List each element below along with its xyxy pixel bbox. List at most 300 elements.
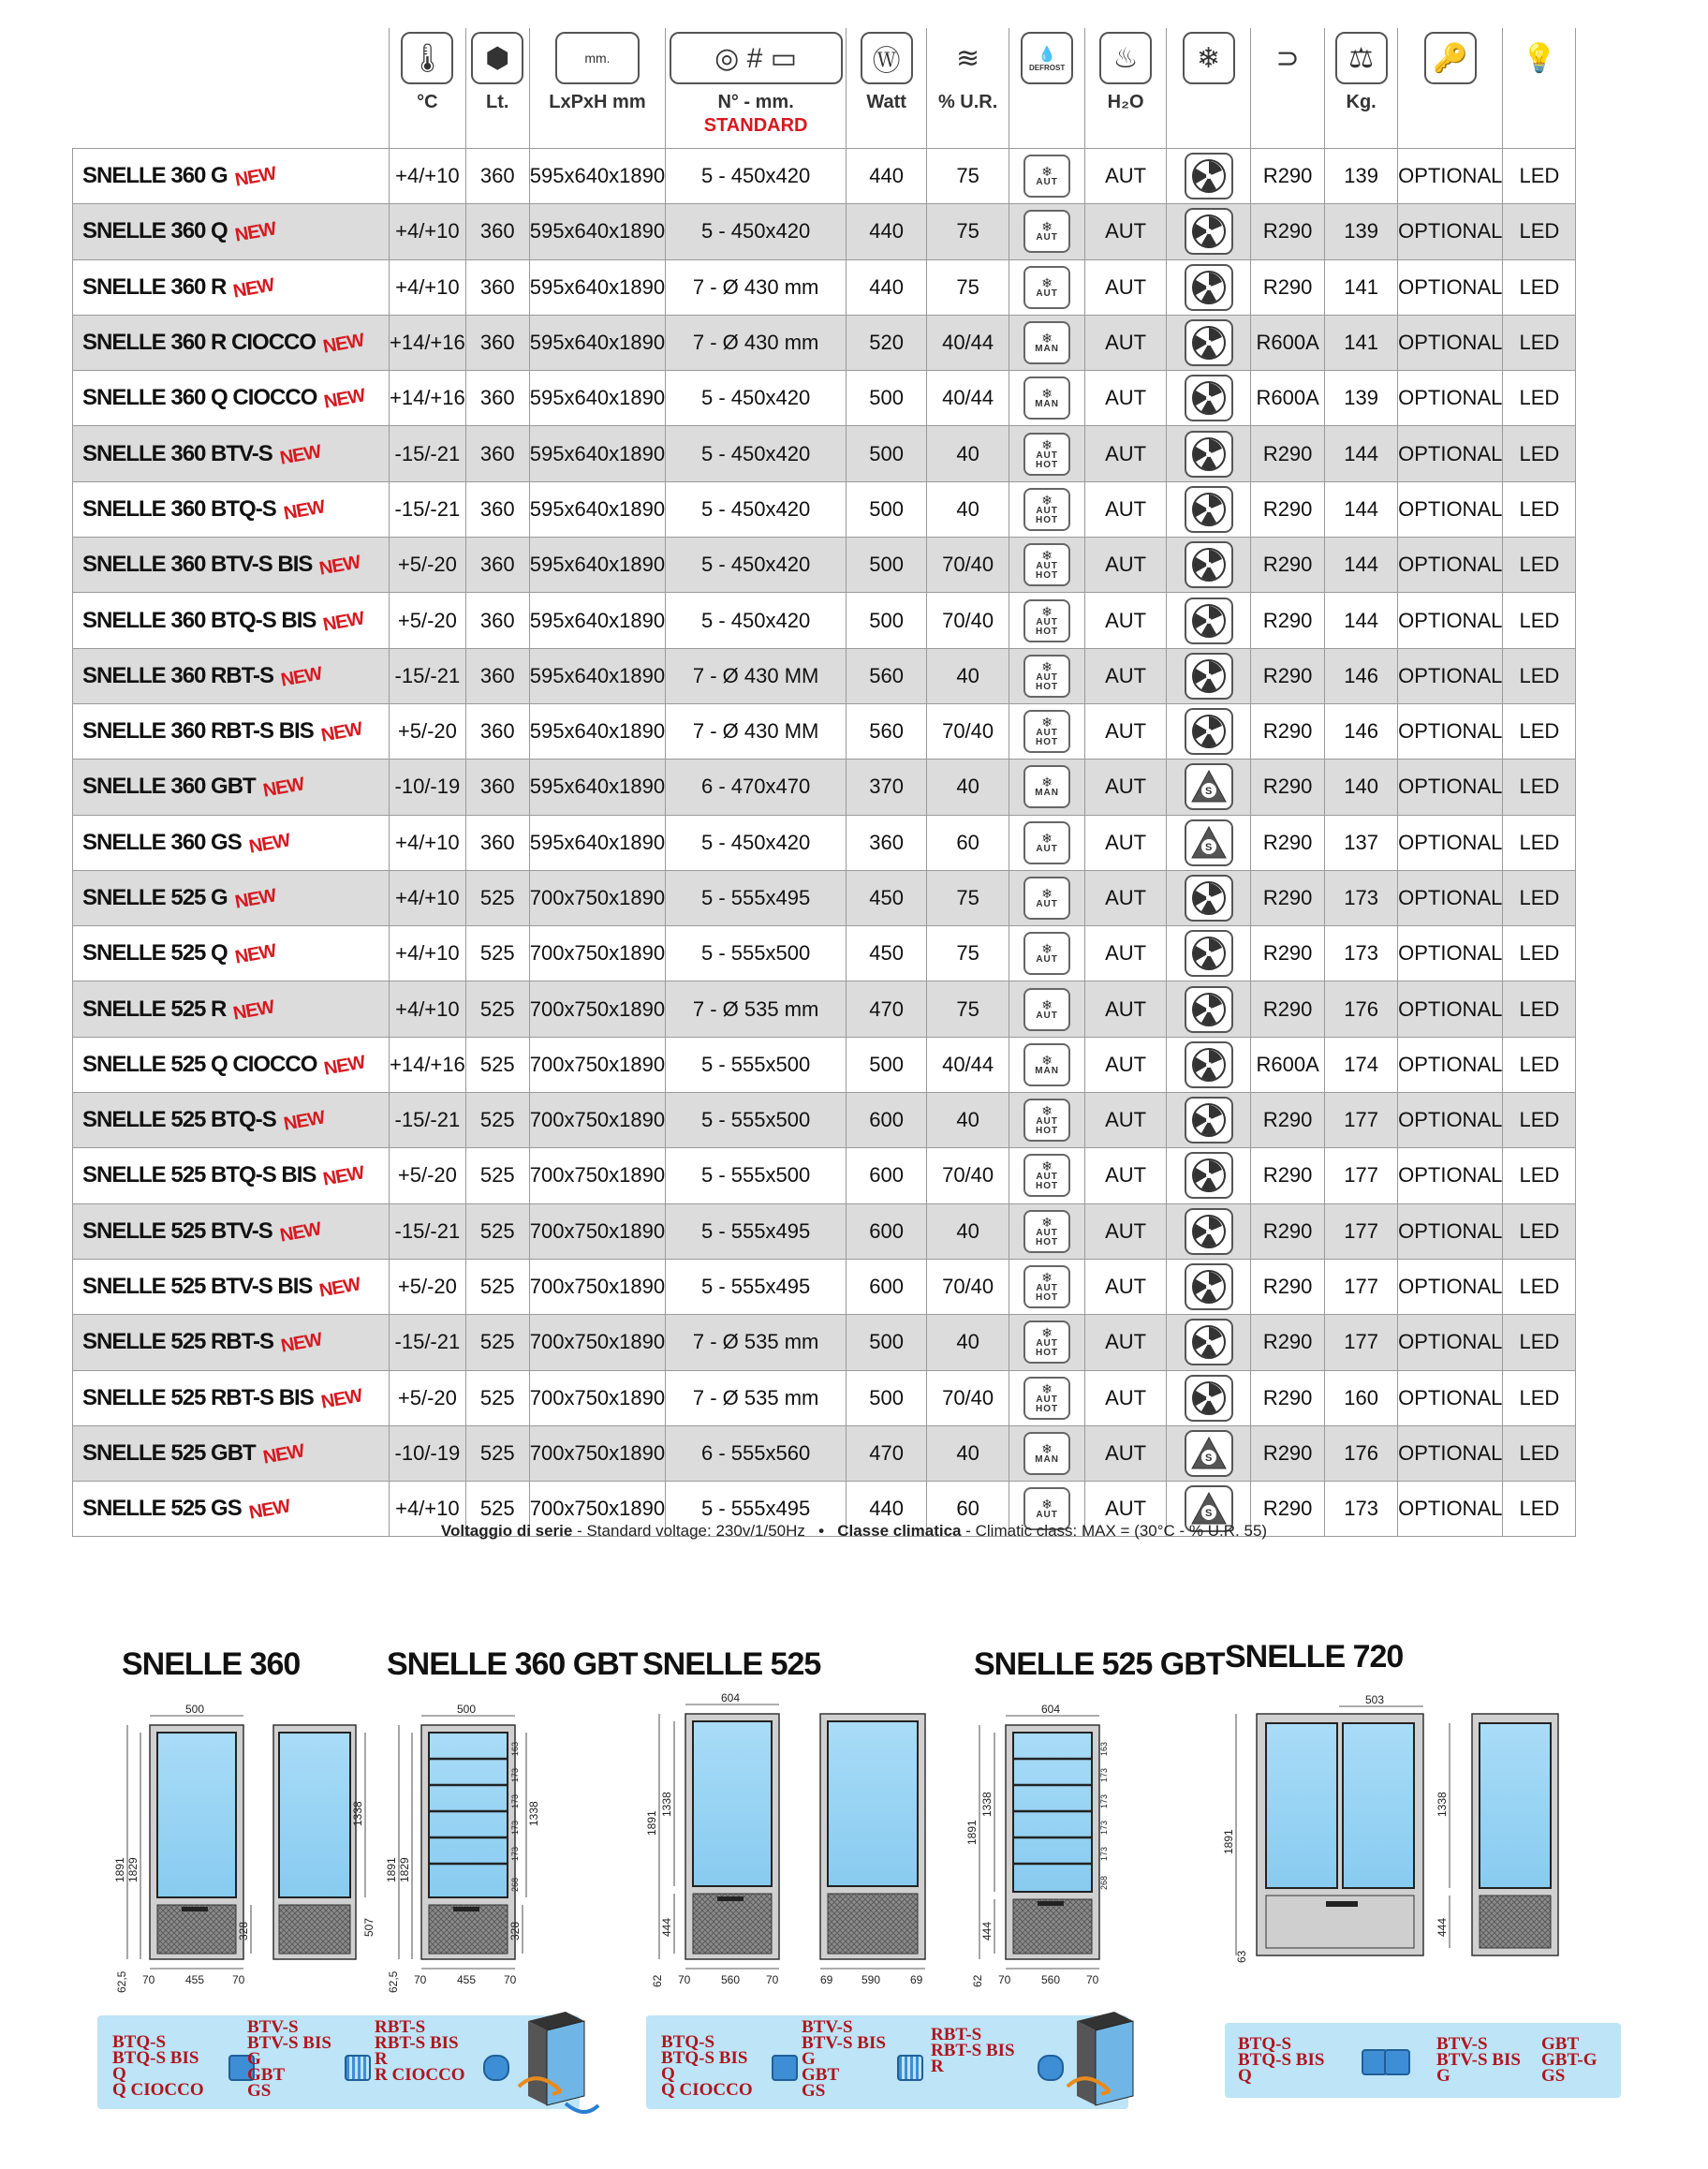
water-cell: AUT	[1085, 593, 1167, 648]
header-watt	[847, 28, 927, 149]
base-grill	[1013, 1899, 1092, 1954]
weight-cell: 139	[1325, 204, 1398, 259]
legend-col3	[931, 2027, 1015, 2074]
refrigerant-gas-cell: R290	[1251, 1203, 1325, 1259]
dimensions-cell: 700x750x1890	[529, 1203, 665, 1259]
defrost-mode-cell	[1009, 1037, 1085, 1092]
humidity-cell: 75	[927, 981, 1009, 1037]
shelves-cell: 7 - Ø 430 mm	[666, 259, 847, 315]
legend-item: R CIOCCO	[375, 2065, 465, 2085]
watt-cell: 500	[847, 538, 927, 593]
weight-cell: 177	[1325, 1148, 1398, 1203]
header-liters-label: Lt.	[486, 92, 509, 112]
temperature-cell: -15/-21	[390, 648, 466, 703]
model-name-cell	[73, 204, 390, 259]
dim-shelf-gap-2: 173	[510, 1767, 520, 1782]
defrost-mode-cell	[1009, 926, 1085, 981]
water-cell: AUT	[1085, 481, 1167, 537]
header-shelves-label: N° - mm.	[717, 92, 794, 112]
dimensions-cell: 700x750x1890	[529, 926, 665, 981]
snowflake-icon: ❄	[1041, 1103, 1053, 1119]
legend-item: RBT-S	[931, 2025, 982, 2044]
light-cell: LED	[1503, 1093, 1576, 1148]
lock-cell: OPTIONAL	[1398, 1259, 1503, 1314]
fan-icon	[1190, 324, 1228, 362]
humidity-cell: 40	[927, 1425, 1009, 1481]
shelves-cell: 5 - 555x495	[666, 870, 847, 925]
temperature-cell: +4/+10	[390, 204, 466, 259]
new-badge: NEW	[321, 330, 366, 358]
defrost-mode-cell	[1009, 481, 1085, 537]
weight-cell: 137	[1325, 815, 1398, 870]
legend-item: BTQ-S BIS	[1238, 2050, 1325, 2070]
weight-cell: 176	[1325, 981, 1398, 1037]
water-cell: AUT	[1085, 1093, 1167, 1148]
table-row	[73, 593, 1576, 648]
hot-gas-defrost-icon	[1023, 433, 1070, 476]
cube-icon: ⬢	[471, 32, 523, 84]
auto-defrost-icon	[1023, 155, 1070, 198]
watt-cell: 370	[847, 760, 927, 815]
humidity-cell: 70/40	[927, 703, 1009, 759]
temperature-cell: -15/-21	[390, 1203, 466, 1259]
lock-cell: OPTIONAL	[1398, 1037, 1503, 1092]
fan-icon	[1190, 879, 1228, 917]
legend-item: GBT	[802, 2065, 840, 2085]
snowflake-icon: ❄	[1041, 775, 1053, 790]
header-defrost	[1009, 28, 1085, 149]
lock-cell: OPTIONAL	[1398, 481, 1503, 537]
dim-base-height: 328	[237, 1921, 250, 1940]
snowflake-icon: ❄	[1041, 886, 1053, 901]
defrost-mode-label: AUT	[1036, 177, 1058, 188]
liters-cell: 360	[465, 371, 529, 426]
grid-shelf-icon	[345, 2055, 371, 2081]
model-name-cell	[73, 371, 390, 426]
model-name: SNELLE 525 R	[82, 996, 227, 1022]
lock-cell: OPTIONAL	[1398, 1425, 1503, 1481]
fan-icon	[1190, 991, 1228, 1028]
table-row	[73, 538, 1576, 593]
light-cell: LED	[1503, 1482, 1576, 1537]
water-cell: AUT	[1085, 371, 1167, 426]
temperature-cell: -10/-19	[390, 760, 466, 815]
defrost-mode-cell	[1009, 315, 1085, 370]
control-panel	[182, 1907, 208, 1911]
dim-side-a: 70	[142, 1973, 155, 1986]
legend-item: GBT-G	[1541, 2050, 1598, 2070]
water-cell: AUT	[1085, 204, 1167, 259]
ventilated-fan-icon	[1185, 1041, 1233, 1088]
temperature-cell: -15/-21	[390, 1315, 466, 1370]
cooling-type-cell	[1167, 149, 1251, 204]
cooling-type-cell	[1167, 538, 1251, 593]
model-name: SNELLE 360 Q CIOCCO	[82, 385, 317, 411]
defrost-mode-label: AUT HOT	[1036, 450, 1059, 470]
ventilated-fan-icon	[1185, 1375, 1233, 1422]
base-grill	[429, 1905, 508, 1954]
snowflake-icon: ❄	[1041, 1214, 1053, 1230]
svg-text:S: S	[1204, 786, 1212, 798]
model-name-cell	[73, 1315, 390, 1370]
dim-shelf-gap-6: 268	[510, 1877, 520, 1892]
fan-icon	[1190, 491, 1228, 528]
model-name: SNELLE 525 RBT-S BIS	[82, 1384, 314, 1410]
new-badge: NEW	[233, 163, 277, 191]
dim-shelf-gap-1: 163	[510, 1741, 520, 1756]
light-cell: LED	[1503, 315, 1576, 370]
ventilated-fan-icon	[1185, 1263, 1233, 1310]
liters-cell: 525	[465, 1315, 529, 1370]
temperature-cell: +5/-20	[390, 1370, 466, 1425]
table-row	[73, 426, 1576, 481]
defrost-mode-cell	[1009, 1370, 1085, 1425]
header-kg-label: Kg.	[1346, 92, 1377, 112]
ventilated-fan-icon	[1185, 986, 1233, 1033]
dim-glass-height: 1829	[126, 1857, 140, 1882]
side-grill	[1480, 1896, 1551, 1948]
legend-col2	[247, 2019, 331, 2099]
hot-gas-defrost-icon	[1023, 1099, 1070, 1142]
snowflake-icon: ❄	[1041, 1325, 1053, 1341]
fan-icon	[1190, 1213, 1228, 1250]
lock-cell: OPTIONAL	[1398, 815, 1503, 870]
defrost-mode-cell	[1009, 1425, 1085, 1481]
header-light	[1503, 28, 1576, 149]
lock-cell: OPTIONAL	[1398, 1315, 1503, 1370]
refrigerant-gas-icon: ⊃	[1261, 32, 1314, 84]
dimensions-cell: 595x640x1890	[529, 204, 665, 259]
lock-cell: OPTIONAL	[1398, 1148, 1503, 1203]
glass-door	[693, 1721, 772, 1886]
dim-door-height: 1338	[527, 1801, 540, 1826]
dim-width: 503	[1365, 1693, 1385, 1706]
new-badge: NEW	[321, 607, 366, 636]
light-cell: LED	[1503, 593, 1576, 648]
light-cell: LED	[1503, 259, 1576, 315]
dim-foot: 62	[971, 1974, 984, 1987]
defrost-mode-label: AUT HOT	[1036, 616, 1059, 637]
model-name-cell	[73, 1259, 390, 1314]
watt-cell: 360	[847, 815, 927, 870]
model-name: SNELLE 525 GBT	[82, 1439, 256, 1466]
dim-base-height: 444	[1436, 1917, 1449, 1937]
svg-text:S: S	[1204, 841, 1212, 853]
model-name: SNELLE 360 GS	[82, 829, 242, 855]
snowflake-icon: ❄	[1041, 548, 1053, 564]
snowflake-icon: ❄	[1041, 274, 1053, 290]
watt-cell: 600	[847, 1203, 927, 1259]
lock-cell: OPTIONAL	[1398, 149, 1503, 204]
climatic-class-text: - Climatic class: MAX = (30°C - % U.R. 55)	[961, 1522, 1268, 1540]
lock-cell: OPTIONAL	[1398, 259, 1503, 315]
defrost-mode-label: AUT	[1036, 288, 1058, 299]
light-cell: LED	[1503, 1203, 1576, 1259]
header-liters	[465, 28, 529, 149]
square-shelf-icon	[772, 2055, 798, 2081]
refrigerant-gas-cell: R290	[1251, 259, 1325, 315]
dimensions-cell: 700x750x1890	[529, 1259, 665, 1314]
manual-defrost-icon	[1023, 1432, 1070, 1475]
light-cell: LED	[1503, 149, 1576, 204]
refrigerant-gas-cell: R290	[1251, 1425, 1325, 1481]
refrigerant-gas-cell: R290	[1251, 1093, 1325, 1148]
humidity-icon: ≋	[942, 32, 994, 84]
cooling-type-cell	[1167, 371, 1251, 426]
legend-item: BTV-S BIS	[1436, 2050, 1521, 2070]
shelves-cell: 5 - 555x500	[666, 926, 847, 981]
snowflake-icon: ❄	[1041, 436, 1053, 452]
table-row	[73, 315, 1576, 370]
auto-defrost-icon	[1023, 821, 1070, 864]
ventilated-fan-icon	[1185, 431, 1233, 478]
refrigerant-gas-cell: R290	[1251, 981, 1325, 1037]
model-name-cell	[73, 149, 390, 204]
dim-width: 500	[185, 1703, 205, 1716]
header-water-label: H₂O	[1107, 92, 1144, 112]
defrost-mode-label: AUT	[1036, 1010, 1058, 1021]
temperature-cell: +4/+10	[390, 926, 466, 981]
table-row	[73, 1370, 1576, 1425]
auto-defrost-icon	[1023, 932, 1070, 975]
refrigerant-gas-cell: R600A	[1251, 315, 1325, 370]
snowflake-icon: ❄	[1041, 941, 1053, 957]
weight-cell: 139	[1325, 371, 1398, 426]
humidity-cell: 40	[927, 1093, 1009, 1148]
hot-gas-defrost-icon	[1023, 710, 1070, 753]
liters-cell: 525	[465, 1203, 529, 1259]
water-cell: AUT	[1085, 1425, 1167, 1481]
dim-foot: 63	[1235, 1950, 1248, 1963]
lock-cell: OPTIONAL	[1398, 648, 1503, 703]
humidity-cell: 40/44	[927, 315, 1009, 370]
dimensions-cell: 595x640x1890	[529, 149, 665, 204]
dim-inner-width: 455	[185, 1973, 205, 1986]
humidity-cell: 70/40	[927, 1148, 1009, 1203]
table-row	[73, 760, 1576, 815]
cooling-type-cell	[1167, 760, 1251, 815]
watt-cell: 600	[847, 1148, 927, 1203]
water-cell: AUT	[1085, 870, 1167, 925]
legend-item: G	[247, 2049, 261, 2069]
ventilated-fan-icon	[1185, 1152, 1233, 1199]
table-row	[73, 259, 1576, 315]
dim-total-height: 1891	[385, 1857, 398, 1882]
weight-cell: 177	[1325, 1203, 1398, 1259]
defrost-mode-label: AUT	[1036, 954, 1058, 966]
dim-door-height: 1338	[660, 1792, 673, 1817]
water-cell: AUT	[1085, 315, 1167, 370]
snowflake-icon: ❄	[1041, 1158, 1053, 1174]
cooling-type-cell	[1167, 1148, 1251, 1203]
legend-item: Q	[661, 2064, 675, 2084]
snowflake-icon: ❄	[1041, 1440, 1053, 1456]
lock-cell: OPTIONAL	[1398, 371, 1503, 426]
defrost-mode-cell	[1009, 815, 1085, 870]
footnote	[0, 1522, 1708, 1541]
humidity-cell: 40	[927, 760, 1009, 815]
dim-glass-height: 1829	[398, 1857, 411, 1882]
spec-table-body	[73, 149, 1576, 1537]
watt-cell: 600	[847, 1093, 927, 1148]
weight-cell: 174	[1325, 1037, 1398, 1092]
shelves-cell: 6 - 555x560	[666, 1425, 847, 1481]
water-cell: AUT	[1085, 1148, 1167, 1203]
liters-cell: 525	[465, 981, 529, 1037]
dim-foot: 62	[651, 1974, 664, 1987]
dimensions-cell: 700x750x1890	[529, 1148, 665, 1203]
shelves-cell: 5 - 555x495	[666, 1203, 847, 1259]
watt-cell: 500	[847, 1370, 927, 1425]
legend-item: BTQ-S	[112, 2032, 167, 2052]
temperature-cell: -15/-21	[390, 1093, 466, 1148]
weight-cell: 177	[1325, 1315, 1398, 1370]
model-name: SNELLE 360 BTV-S	[82, 440, 272, 466]
legend-col2	[1436, 2036, 1521, 2084]
power-icon: Ⓦ	[861, 32, 913, 84]
snowflake-icon: ❄	[1041, 715, 1053, 730]
fan-icon	[1190, 713, 1228, 750]
ventilated-fan-icon	[1185, 208, 1233, 255]
water-cell: AUT	[1085, 648, 1167, 703]
dim-total-height: 1891	[645, 1810, 658, 1836]
humidity-cell: 40/44	[927, 1037, 1009, 1092]
technical-drawings	[0, 1686, 1708, 1995]
table-row	[73, 371, 1576, 426]
weight-cell: 139	[1325, 149, 1398, 204]
legend-item: BTV-S	[247, 2017, 299, 2037]
liters-cell: 525	[465, 1425, 529, 1481]
dim-total-height: 1891	[1222, 1829, 1235, 1854]
dimensions-cell: 595x640x1890	[529, 315, 665, 370]
liters-cell: 360	[465, 259, 529, 315]
liters-cell: 525	[465, 1148, 529, 1203]
defrost-mode-cell	[1009, 1148, 1085, 1203]
dim-side-a: 70	[414, 1973, 427, 1986]
weight-cell: 144	[1325, 593, 1398, 648]
temperature-cell: -15/-21	[390, 481, 466, 537]
legend-item: BTV-S	[802, 2017, 853, 2037]
legend-col1	[661, 2034, 753, 2098]
dim-shelf-gap-5: 173	[1099, 1846, 1109, 1861]
water-cell: AUT	[1085, 259, 1167, 315]
new-badge: NEW	[282, 1107, 326, 1135]
fan-icon	[1190, 602, 1228, 640]
table-row	[73, 149, 1576, 204]
dim-shelf-gap-3: 173	[510, 1793, 520, 1808]
defrost-mode-cell	[1009, 648, 1085, 703]
dim-side-b: 70	[504, 1973, 517, 1986]
dimensions-cell: 595x640x1890	[529, 371, 665, 426]
model-name: SNELLE 360 BTV-S BIS	[82, 552, 313, 578]
watt-cell: 500	[847, 1315, 927, 1370]
fan-icon	[1190, 1101, 1228, 1139]
humidity-cell: 75	[927, 926, 1009, 981]
table-row	[73, 870, 1576, 925]
fan-icon	[1190, 435, 1228, 473]
legend-item: R	[375, 2049, 388, 2069]
cooling-type-cell	[1167, 815, 1251, 870]
temperature-cell: +5/-20	[390, 1148, 466, 1203]
snowflake-icon: ❄	[1041, 1497, 1053, 1512]
watt-cell: 500	[847, 426, 927, 481]
dim-side-height: 507	[362, 1917, 375, 1937]
cooling-type-cell	[1167, 1203, 1251, 1259]
snowflake-icon: ❄	[1041, 1052, 1053, 1068]
light-cell: LED	[1503, 926, 1576, 981]
table-row	[73, 1093, 1576, 1148]
model-name-cell	[73, 426, 390, 481]
shelves-cell: 7 - Ø 430 MM	[666, 648, 847, 703]
header-row	[73, 28, 1576, 149]
dim-shelf-gap-3: 173	[1099, 1793, 1109, 1808]
cooling-type-cell	[1167, 1259, 1251, 1314]
water-cell: AUT	[1085, 981, 1167, 1037]
svg-text:S: S	[1204, 1452, 1212, 1464]
refrigerant-gas-cell: R290	[1251, 1315, 1325, 1370]
drawing-title-snelle720: SNELLE 720	[1225, 1639, 1404, 1675]
humidity-cell: 40	[927, 426, 1009, 481]
dim-base-height: 444	[660, 1917, 673, 1937]
glass-door	[157, 1733, 236, 1897]
table-row	[73, 1259, 1576, 1314]
hot-gas-defrost-icon	[1023, 1154, 1070, 1197]
ventilated-fan-icon	[1185, 1097, 1233, 1144]
shelves-cell: 5 - 450x420	[666, 815, 847, 870]
watt-cell: 450	[847, 870, 927, 925]
fan-icon	[1190, 1046, 1228, 1084]
dimensions-cell: 595x640x1890	[529, 593, 665, 648]
lock-cell: OPTIONAL	[1398, 981, 1503, 1037]
dim-width: 604	[1041, 1703, 1061, 1716]
lock-cell: OPTIONAL	[1398, 926, 1503, 981]
humidity-cell: 70/40	[927, 593, 1009, 648]
refrigerant-gas-cell: R290	[1251, 538, 1325, 593]
defrost-mode-cell	[1009, 426, 1085, 481]
refrigerant-gas-cell: R290	[1251, 870, 1325, 925]
humidity-cell: 40	[927, 1315, 1009, 1370]
model-name: SNELLE 360 R CIOCCO	[82, 330, 317, 356]
double-square-shelf-icon-b	[1384, 2049, 1410, 2075]
shelves-cell: 5 - 555x500	[666, 1093, 847, 1148]
cooling-type-cell	[1167, 703, 1251, 759]
hot-gas-defrost-icon	[1023, 1210, 1070, 1253]
base-grill	[693, 1894, 772, 1954]
shelves-cell: 5 - 555x495	[666, 1482, 847, 1537]
shelves-cell: 5 - 450x420	[666, 371, 847, 426]
dim-width: 500	[457, 1703, 477, 1716]
model-name: SNELLE 525 Q	[82, 940, 228, 966]
defrost-mode-label: AUT	[1036, 899, 1058, 909]
liters-cell: 525	[465, 1093, 529, 1148]
table-row	[73, 1148, 1576, 1203]
watt-cell: 500	[847, 593, 927, 648]
watt-cell: 440	[847, 204, 927, 259]
cooling-type-cell	[1167, 259, 1251, 315]
dimensions-cell: 595x640x1890	[529, 481, 665, 537]
defrost-mode-cell	[1009, 870, 1085, 925]
dimensions-cell: 595x640x1890	[529, 815, 665, 870]
humidity-cell: 40/44	[927, 371, 1009, 426]
water-cell: AUT	[1085, 1370, 1167, 1425]
shelves-cell: 7 - Ø 535 mm	[666, 1370, 847, 1425]
defrost-mode-label: AUT	[1036, 843, 1058, 854]
lock-cell: OPTIONAL	[1398, 760, 1503, 815]
defrost-mode-cell	[1009, 760, 1085, 815]
watt-cell: 600	[847, 1259, 927, 1314]
header-kg	[1325, 28, 1398, 149]
model-name: SNELLE 360 RBT-S BIS	[82, 718, 314, 745]
